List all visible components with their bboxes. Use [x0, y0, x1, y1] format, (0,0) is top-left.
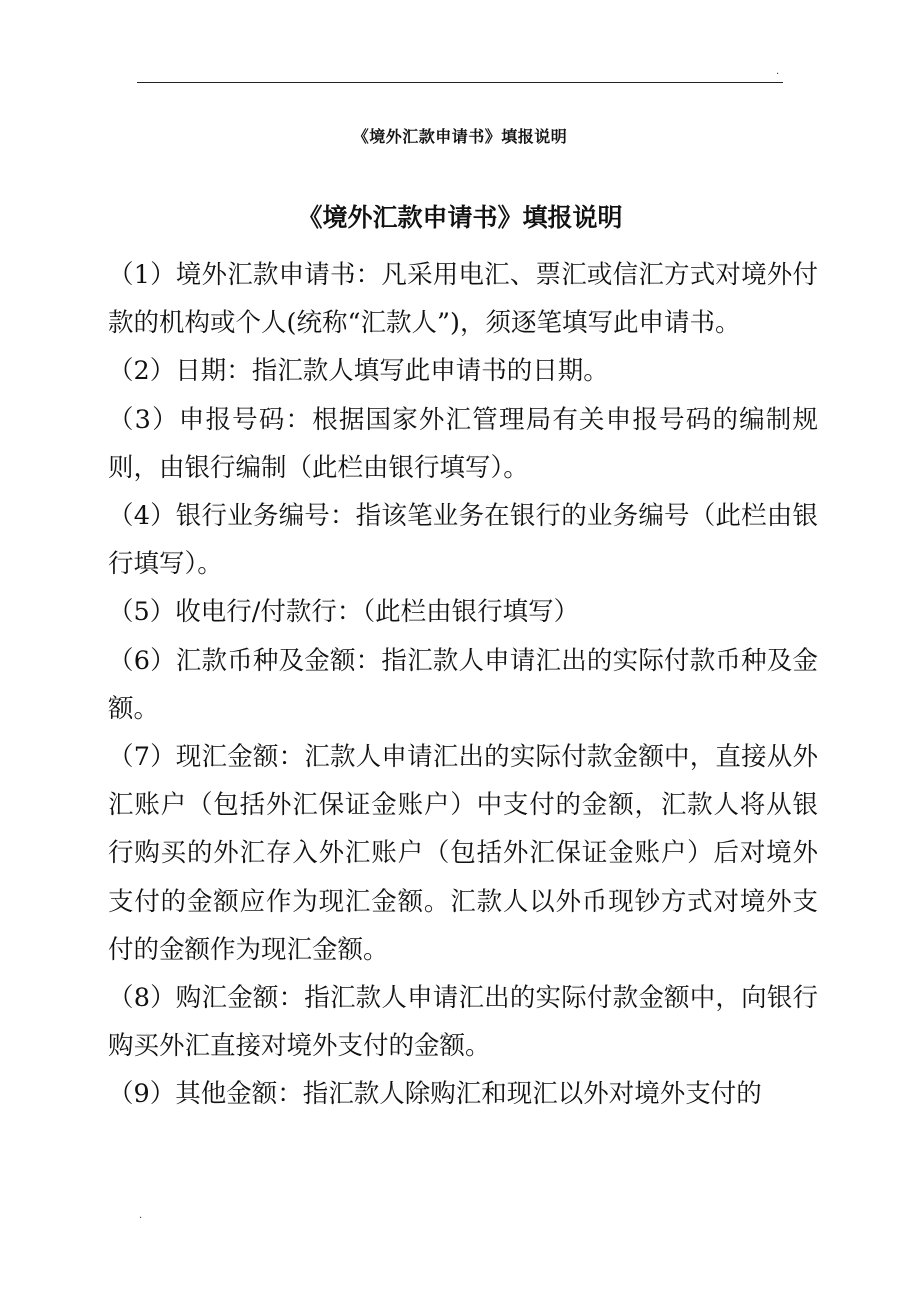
- footer-mark: .: [139, 1210, 143, 1221]
- running-header-title: 《境外汇款申请书》填报说明: [352, 127, 568, 146]
- instruction-item: （2）日期：指汇款人填写此申请书的日期。: [108, 356, 609, 387]
- instruction-item: （1）境外汇款申请书：凡采用电汇、票汇或信汇方式对境外付款的机构或个人(统称“汇款人”)，须逐笔填写此申请书。: [108, 260, 818, 339]
- header-rule: [137, 82, 783, 83]
- instruction-item: （3）申报号码：根据国家外汇管理局有关申报号码的编制规则，由银行编制（此栏由银行填写）。: [108, 404, 818, 483]
- instruction-item: （5）收电行/付款行：（此栏由银行填写）: [108, 597, 580, 628]
- instruction-item: （6）汇款币种及金额：指汇款人申请汇出的实际付款币种及金额。: [108, 645, 818, 724]
- header-mark: .: [776, 66, 780, 77]
- instruction-item: （7）现汇金额：汇款人申请汇出的实际付款金额中，直接从外汇账户（包括外汇保证金账户）中支付的金额，汇款人将从银行购买的外汇存入外汇账户（包括外汇保证金账户）后对境外支付的金额应作为现汇金额。汇款人以外币现钞方式对境外支付的金额作为现汇金额。: [108, 742, 818, 965]
- document-title: 《境外汇款申请书》填报说明: [297, 203, 623, 232]
- instructions-list: [108, 251, 818, 1119]
- instruction-item: （8）购汇金额：指汇款人申请汇出的实际付款金额中，向银行购买外汇直接对境外支付的金额。: [108, 983, 818, 1062]
- instruction-item: （9）其他金额：指汇款人除购汇和现汇以外对境外支付的: [108, 1079, 762, 1110]
- instruction-item: （4）银行业务编号：指该笔业务在银行的业务编号（此栏由银行填写）。: [108, 501, 818, 580]
